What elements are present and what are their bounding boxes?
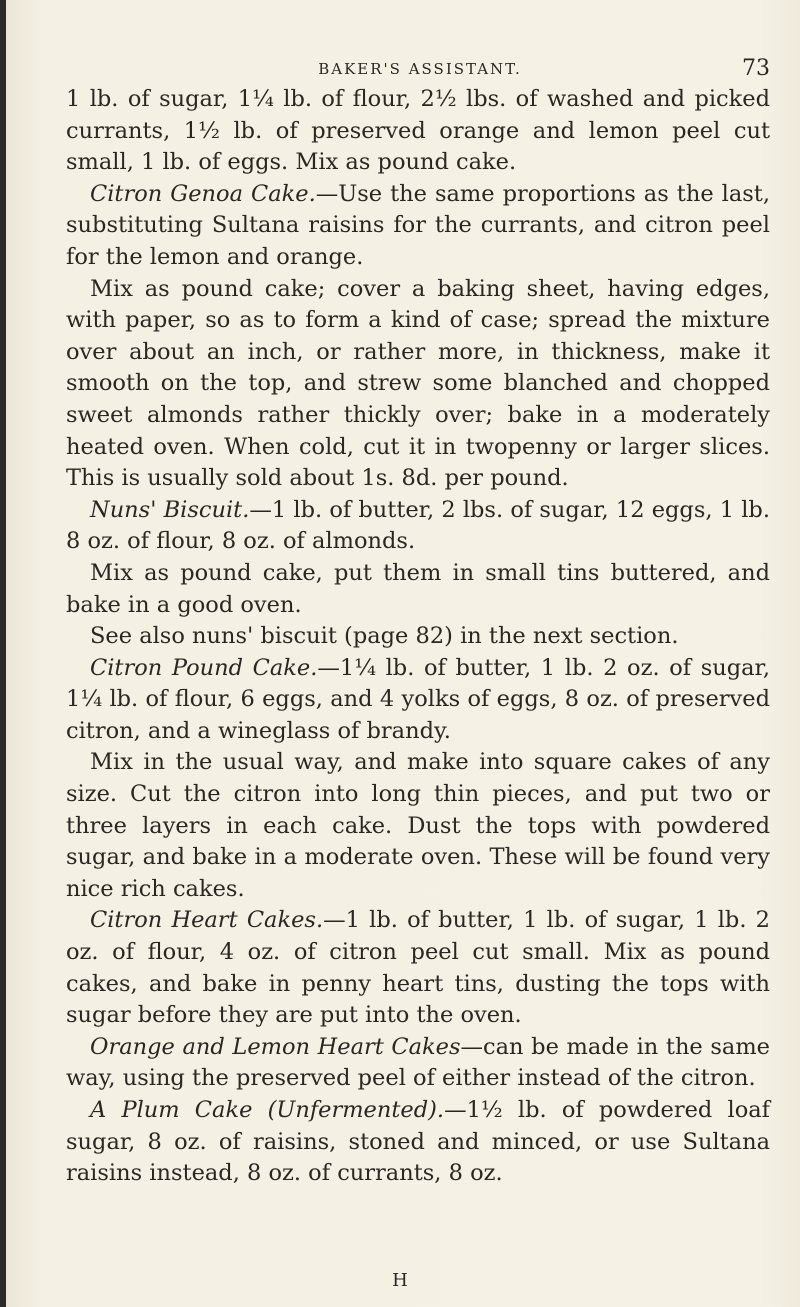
recipe-heading: Citron Genoa Cake. [90,180,316,207]
paragraph-text: Mix as pound cake; cover a baking sheet, having edges, with paper, so as to form a kind of case; spread the mixture over about an inch, or rather more, in thickness, make it smooth on the top, and strew some blanched and chopped sweet almonds rather thickly over; bake in a moderately heated oven. When cold, cut it in twopenny or larger slices. This is usually sold about 1s. 8d. per pound. [66,275,770,492]
paragraph [66,1032,770,1095]
paragraph [66,653,770,748]
paragraph-text: Mix in the usual way, and make into square cakes of any size. Cut the citron into long thin pieces, and put two or three layers in each cake. Dust the tops with powdered sugar, and bake in a moderate oven. These will be found very nice rich cakes. [66,749,770,902]
recipe-text [66,84,770,1190]
recipe-heading: Citron Heart Cakes. [90,907,324,934]
paragraph-text: —1 lb. of butter, 1 lb. of sugar, 1 lb. 2 oz. of flour, 4 oz. of citron peel cut small. Mix as pound cakes, and bake in penny heart tins, dusting the tops with sugar before they are put into the oven. [66,907,770,1029]
paragraph [66,179,770,274]
paragraph [66,1095,770,1190]
page-number: 73 [742,56,770,81]
page-binding-edge [0,0,6,1307]
paragraph-text: 1 lb. of sugar, 1¼ lb. of flour, 2½ lbs. of washed and picked currants, 1½ lb. of preserved orange and lemon peel cut small, 1 lb. of eggs. Mix as pound cake. [66,86,770,176]
paragraph [66,621,770,653]
paragraph-text: —can be made in the same way, using the preserved peel of either instead of the citron. [66,1033,770,1092]
paragraph-text: —1¼ lb. of butter, 1 lb. 2 oz. of sugar, 1¼ lb. of flour, 6 eggs, and 4 yolks of eggs, 8 oz. of preserved citron, and a wineglass of brandy. [66,654,770,744]
signature-mark: H [392,1270,408,1291]
paragraph-text: —1 lb. of butter, 2 lbs. of sugar, 12 eggs, 1 lb. 8 oz. of flour, 8 oz. of almonds. [66,496,770,555]
recipe-heading: A Plum Cake (Unfermented). [90,1097,445,1123]
paragraph-text: Mix as pound cake, put them in small tins buttered, and bake in a good oven. [66,559,770,618]
paragraph [66,558,770,621]
paragraph-text: See also nuns' biscuit (page 82) in the next section. [90,623,679,650]
page-header [70,38,770,81]
paragraph [66,747,770,905]
paragraph [66,495,770,558]
recipe-heading: Orange and Lemon Heart Cakes [90,1033,461,1060]
paragraph [66,274,770,495]
recipe-heading: Nuns' Biscuit. [90,496,250,523]
running-head: BAKER'S ASSISTANT. [318,60,522,78]
paragraph-text: —1½ lb. of powdered loaf sugar, 8 oz. of raisins, stoned and minced, or use Sultana raisins instead, 8 oz. of currants, 8 oz. [66,1097,770,1187]
recipe-heading: Citron Pound Cake. [90,654,318,681]
paragraph [66,905,770,1031]
paragraph [66,84,770,179]
paragraph-text: —Use the same proportions as the last, substituting Sultana raisins for the currants, and citron peel for the lemon and orange. [66,180,770,270]
